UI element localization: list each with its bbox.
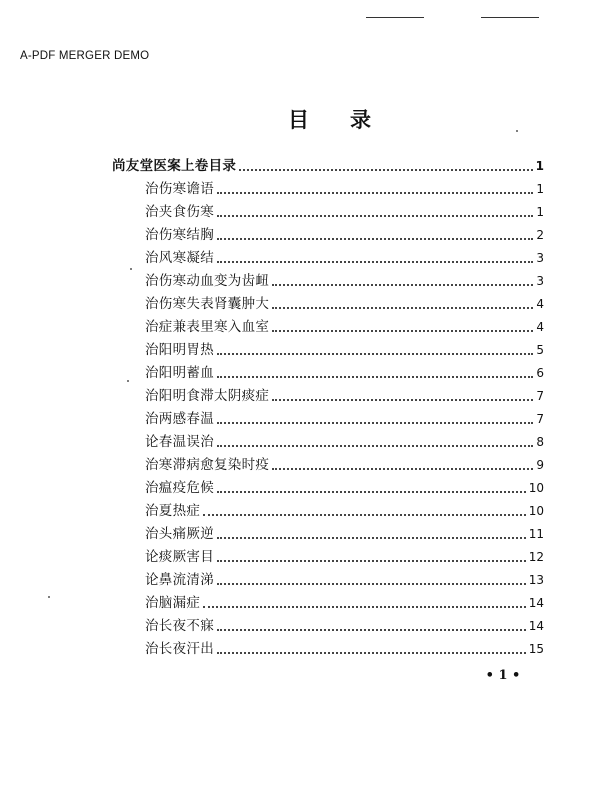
dot-leader [217,537,526,539]
scan-speck [48,596,50,598]
dot-leader [217,422,533,424]
toc-entry-title: 治脑漏症 [145,595,201,611]
toc-entry-page: 1 [536,205,544,219]
toc-entry-page: 1 [535,159,544,173]
toc-entry-title: 治长夜汗出 [145,641,214,657]
header-rule-left [366,17,424,18]
scan-speck [127,380,129,382]
dot-leader [217,192,533,194]
toc-entry[interactable] [145,431,544,451]
toc-entry-page: 14 [528,619,544,633]
dot-leader [217,629,526,631]
header-rule-right [481,17,539,18]
toc-entry[interactable] [145,385,544,405]
toc-entry-page: 9 [536,458,544,472]
dot-leader [217,652,526,654]
toc-entry-page: 4 [536,320,544,334]
toc-entry[interactable] [145,638,544,658]
toc-entry-title: 治夏热症 [145,503,201,519]
dot-leader [272,307,533,309]
toc-entry-title: 治长夜不寐 [145,618,214,634]
toc-entry-title: 论鼻流清涕 [145,572,214,588]
toc-entry-page: 11 [528,527,544,541]
toc-entry-page: 7 [536,412,544,426]
toc-entry-page: 3 [536,274,544,288]
toc-section-entry[interactable] [112,155,544,175]
toc-entry-title: 论痰厥害目 [145,549,214,565]
toc-entry[interactable] [145,454,544,474]
dot-leader [217,583,526,585]
toc-entry-title: 治夹食伤寒 [145,204,214,220]
dot-leader [272,330,533,332]
toc-entry[interactable] [145,247,544,267]
toc-entry-title: 论春温误治 [145,434,214,450]
toc-entry[interactable] [145,523,544,543]
dot-leader [272,399,533,401]
toc-entry-title: 尚友堂医案上卷目录 [112,158,237,174]
toc-entry[interactable] [145,615,544,635]
toc-entry[interactable] [145,362,544,382]
dot-leader [217,445,533,447]
toc-entry[interactable] [145,546,544,566]
toc-entry[interactable] [145,592,544,612]
toc-entry-title: 治寒滞病愈复染时疫 [145,457,270,473]
toc-entry-page: 1 [536,182,544,196]
toc-entry-title: 治瘟疫危候 [145,480,214,496]
toc-entry-page: 2 [536,228,544,242]
dot-leader [217,215,533,217]
toc-entry-page: 4 [536,297,544,311]
dot-leader [217,261,533,263]
toc-entry[interactable] [145,270,544,290]
toc-entry-title: 治两感春温 [145,411,214,427]
toc-heading-char-2: 录 [350,107,371,132]
toc-entry[interactable] [145,339,544,359]
toc-entry-title: 治伤寒动血变为齿衄 [145,273,270,289]
toc-entry-page: 15 [528,642,544,656]
toc-entry-title: 治阳明食滞太阴痰症 [145,388,270,404]
toc-entry-title: 治伤寒结胸 [145,227,214,243]
dot-leader [272,284,533,286]
dot-leader [217,560,526,562]
dot-leader [217,353,533,355]
page-number: • 1 • [485,668,521,683]
watermark-label: A-PDF MERGER DEMO [20,50,150,62]
toc-entry[interactable] [145,477,544,497]
toc-entry-page: 3 [536,251,544,265]
toc-entry[interactable] [145,316,544,336]
toc-entry-page: 12 [528,550,544,564]
toc-entry-title: 治症兼表里寒入血室 [145,319,270,335]
toc-entry[interactable] [145,569,544,589]
toc-entry-title: 治阳明胃热 [145,342,214,358]
dot-leader [203,606,526,608]
toc-entry-page: 7 [536,389,544,403]
dot-leader [217,238,533,240]
toc-entry-title: 治风寒凝结 [145,250,214,266]
dot-leader [203,514,526,516]
scan-speck [130,268,132,270]
toc-entry-title: 治头痛厥逆 [145,526,214,542]
toc-entry-page: 14 [528,596,544,610]
scan-speck [516,130,518,132]
toc-entry[interactable] [145,293,544,313]
toc-entry-page: 13 [528,573,544,587]
toc-entry[interactable] [145,408,544,428]
toc-entry[interactable] [145,201,544,221]
dot-leader [217,376,533,378]
toc-entry[interactable] [145,224,544,244]
toc-entry-page: 8 [536,435,544,449]
toc-entry[interactable] [145,500,544,520]
toc-entry[interactable] [145,178,544,198]
toc-entry-title: 治伤寒失表肾囊肿大 [145,296,270,312]
toc-entry-page: 6 [536,366,544,380]
toc-entry-page: 10 [528,481,544,495]
dot-leader [217,491,526,493]
toc-entry-page: 5 [536,343,544,357]
toc-entry-title: 治伤寒谵语 [145,181,214,197]
toc-heading-char-1: 目 [288,107,309,132]
toc-entry-title: 治阳明蓄血 [145,365,214,381]
toc-entry-page: 10 [528,504,544,518]
dot-leader [272,468,533,470]
dot-leader [239,169,532,171]
